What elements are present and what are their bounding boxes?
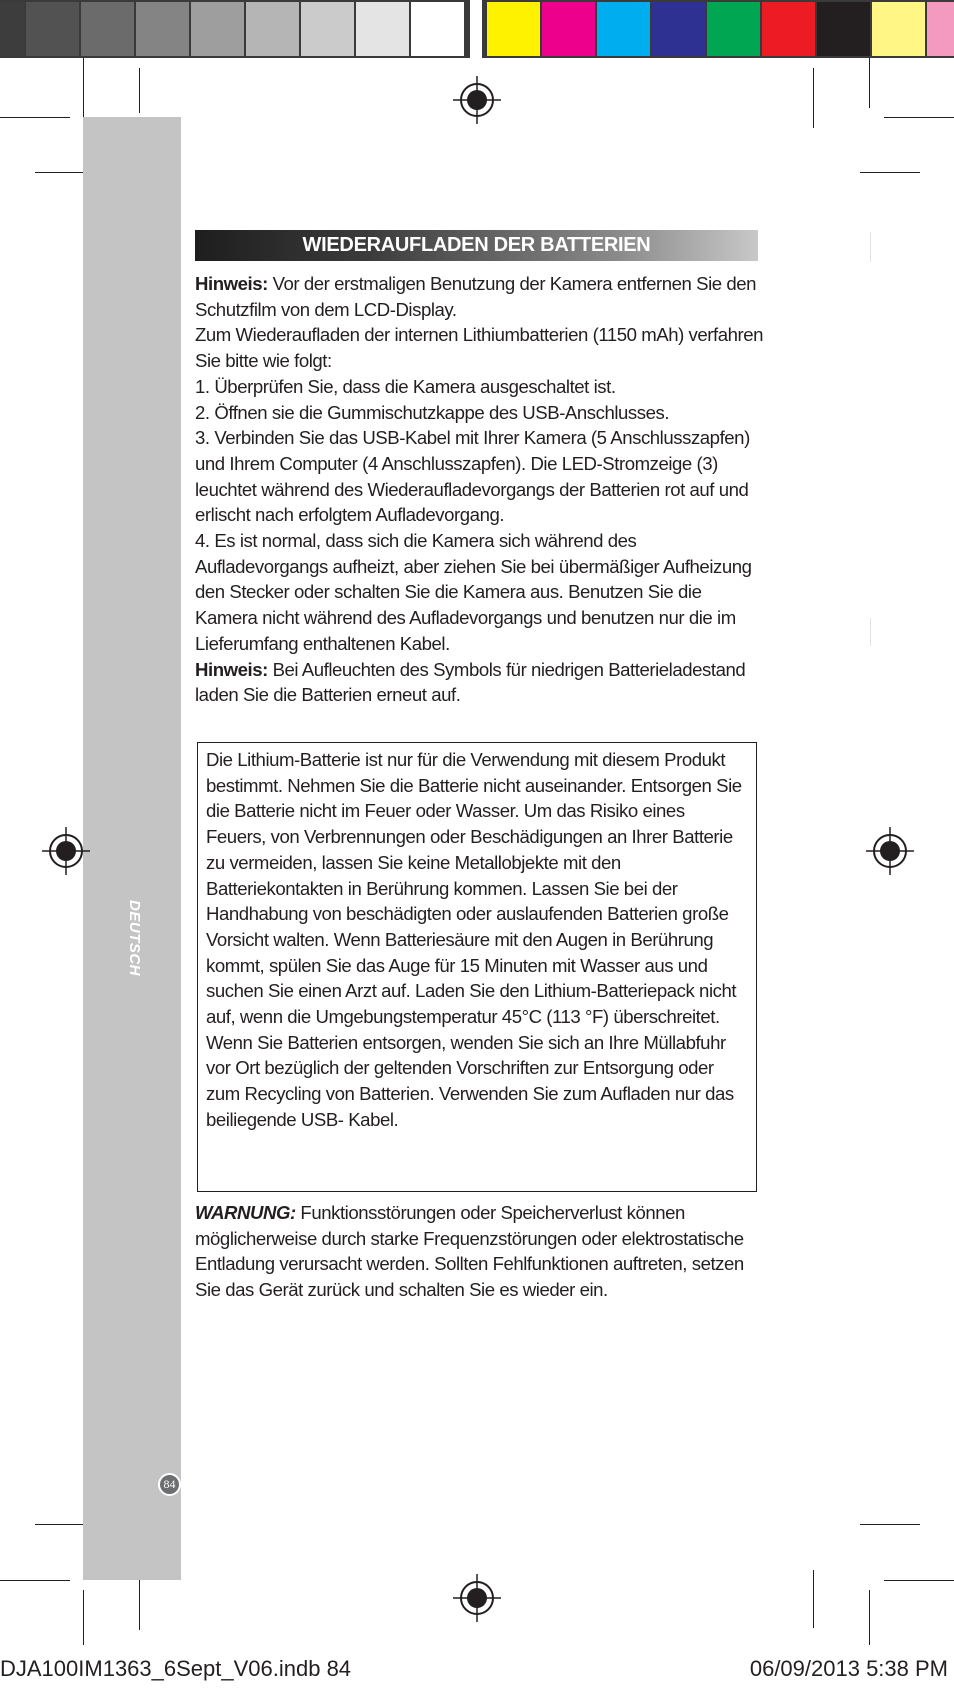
section-heading: WIEDERAUFLADEN DER BATTERIEN xyxy=(195,230,758,261)
show-through-mark xyxy=(870,618,871,646)
step-item: 4. Es ist normal, dass sich die Kamera sich während des Aufladevorgangs aufheizt, aber ziehen Sie bei übermäßiger Aufheizung den Stecker oder schalten Sie die Kamera aus. Benutzen Sie die Kamera nicht während des Aufladevorgangs und benutzen nur die im Lieferumfang enthaltenen Kabel. xyxy=(195,530,752,654)
language-sidebar xyxy=(83,117,181,1580)
gray-swatch xyxy=(136,2,189,56)
registration-mark-icon xyxy=(453,76,501,124)
step-item: 2. Öffnen sie die Gummischutzkappe des USB-Anschlusses. xyxy=(195,401,670,423)
process-color-swatch xyxy=(872,2,925,56)
crop-mark xyxy=(35,1524,90,1525)
crop-mark xyxy=(869,58,870,108)
crop-mark xyxy=(813,68,814,128)
footer-date-slug: 06/09/2013 5:38 PM xyxy=(749,1656,948,1681)
crop-mark xyxy=(0,117,70,118)
step-item: 1. Überprüfen Sie, dass die Kamera ausgeschaltet ist. xyxy=(195,375,616,397)
gray-swatch xyxy=(26,2,79,56)
note-text: Vor der erstmaligen Benutzung der Kamera entfernen Sie den Schutzfilm von dem LCD-Display. xyxy=(195,273,757,320)
page-number-badge: 84 xyxy=(158,1473,181,1496)
gray-swatch xyxy=(191,2,244,56)
instructions-block xyxy=(195,271,765,708)
crop-mark xyxy=(139,68,140,113)
print-color-bar xyxy=(0,0,954,58)
crop-mark xyxy=(869,1590,870,1645)
gray-swatch xyxy=(81,2,134,56)
crop-mark xyxy=(860,172,920,173)
warning-paragraph xyxy=(195,1200,765,1303)
crop-mark xyxy=(35,172,90,173)
warning-text: Funktionsstörungen oder Speicherverlust können möglicherweise durch starke Frequenzstörungen oder elektrostatische Entladung verursacht werden. Sollten Fehlfunktionen auftreten, setzen Sie das Gerät zurück und schalten Sie es wieder ein. xyxy=(195,1202,744,1301)
crop-mark xyxy=(0,1580,70,1581)
lead-paragraph: Zum Wiederaufladen der internen Lithiumbatterien (1150 mAh) verfahren Sie bitte wie folgt: xyxy=(195,324,764,372)
note-label: Hinweis: xyxy=(195,658,268,680)
show-through-mark xyxy=(870,232,871,262)
gray-swatch xyxy=(301,2,354,56)
warning-label: WARNUNG: xyxy=(195,1202,296,1223)
gray-swatch xyxy=(246,2,299,56)
note-paragraph xyxy=(195,657,765,708)
crop-mark xyxy=(884,1580,954,1581)
process-color-swatch xyxy=(707,2,760,56)
language-label: DEUTSCH xyxy=(126,900,143,977)
battery-safety-box: Die Lithium-Batterie ist nur für die Verwendung mit diesem Produkt bestimmt. Nehmen Sie die Batterie nicht auseinander. Entsorgen Sie die Batterie nicht im Feuer oder Wasser. Um das Risiko eines Feuers, von Verbrennungen oder Beschädigungen an Ihrer Batterie zu vermeiden, lassen Sie keine Metallobjekte mit den Batteriekontakten in Berührung kommen. Lassen Sie bei der Handhabung von beschädigten oder auslaufenden Batterien große Vorsicht walten. Wenn Batteriesäure mit den Augen in Berührung kommt, spülen Sie das Auge für 15 Minuten mit Wasser aus und suchen Sie einen Arzt auf. Laden Sie den Lithium-Batteriepack nicht auf, wenn die Umgebungstemperatur 45°C (113 °F) überschreitet. Wenn Sie Batterien entsorgen, wenden Sie sich an Ihre Müllabfuhr vor Ort bezüglich der geltenden Vorschriften zur Entsorgung oder zum Recycling von Batterien. Verwenden Sie zum Aufladen nur das beiliegende USB- Kabel. xyxy=(197,742,757,1192)
crop-mark xyxy=(83,1590,84,1645)
footer-file-slug: DJA100IM1363_6Sept_V06.indb 84 xyxy=(0,1656,352,1681)
gray-swatch xyxy=(356,2,409,56)
note-paragraph xyxy=(195,271,765,322)
crop-mark xyxy=(884,117,954,118)
process-color-swatch xyxy=(542,2,595,56)
note-label: Hinweis: xyxy=(195,273,268,294)
registration-mark-icon xyxy=(453,1574,501,1622)
crop-mark xyxy=(83,58,84,118)
process-color-swatch xyxy=(817,2,870,56)
registration-mark-icon xyxy=(42,827,90,875)
gray-swatch xyxy=(411,2,464,56)
note-text: Bei Aufleuchten des Symbols für niedrigen Batterieladestand laden Sie die Batterien erneut auf. xyxy=(195,658,746,706)
step-item: 3. Verbinden Sie das USB-Kabel mit Ihrer Kamera (5 Anschlusszapfen) und Ihrem Computer (4 Anschlusszapfen). Die LED-Stromzeige (3) leuchtet während des Wiederaufladevorgangs der Batterien rot auf und erlischt nach erfolgtem Aufladevorgang. xyxy=(195,427,750,526)
process-color-swatch xyxy=(597,2,650,56)
process-color-swatch xyxy=(762,2,815,56)
crop-mark xyxy=(813,1570,814,1628)
gray-swatch xyxy=(0,2,24,56)
registration-mark-icon xyxy=(866,827,914,875)
process-color-swatch xyxy=(652,2,705,56)
crop-mark xyxy=(860,1524,920,1525)
process-color-swatch xyxy=(487,2,540,56)
process-color-swatch xyxy=(927,2,954,56)
